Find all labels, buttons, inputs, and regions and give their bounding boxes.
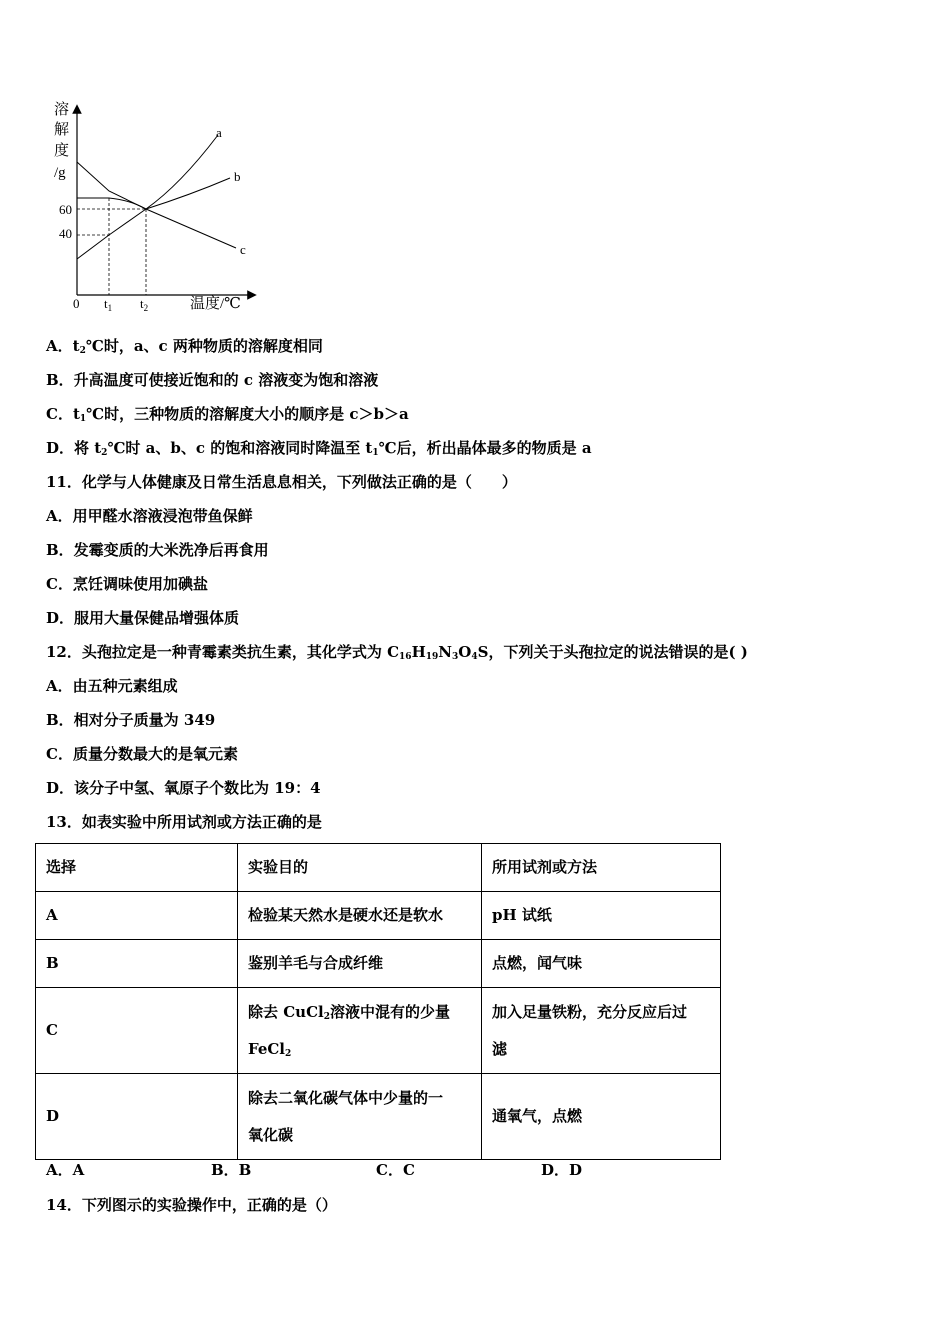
q11-option-a: A．用甲醛水溶液浸泡带鱼保鲜 xyxy=(46,507,253,525)
q12-option-b: B．相对分子质量为 349 xyxy=(46,711,216,729)
ylabel-char-2: 解 xyxy=(54,122,70,138)
x-tick-t2: $t_2$ xyxy=(140,296,149,313)
xlabel: 温度/℃ xyxy=(190,296,241,312)
table-cell: D xyxy=(36,1074,238,1160)
label-b: b xyxy=(234,169,241,184)
q13-choice-a: A．A xyxy=(46,1161,85,1179)
table-header-cell: 选择 xyxy=(36,844,238,892)
table-header-row xyxy=(36,844,721,892)
ylabel-char-1: 溶 xyxy=(54,102,70,118)
table-cell: 鉴别羊毛与合成纤维 xyxy=(238,940,482,988)
q10-option-b: B．升高温度可使接近饱和的 c 溶液变为饱和溶液 xyxy=(46,371,379,389)
ylabel-char-3: 度 xyxy=(54,143,70,159)
q10-option-a: A．$t_2℃$时，a、c 两种物质的溶解度相同 xyxy=(46,337,323,356)
q13-choice-d: D．D xyxy=(541,1161,583,1179)
q11-option-d: D．服用大量保健品增强体质 xyxy=(46,609,240,627)
ylabel-char-4: /g xyxy=(54,165,66,181)
table-cell: pH 试纸 xyxy=(482,892,721,940)
q12-option-c: C．质量分数最大的是氧元素 xyxy=(46,745,238,763)
curve-b-tail xyxy=(146,178,230,209)
table-cell: 检验某天然水是硬水还是软水 xyxy=(238,892,482,940)
q10-option-d: D．将 $t_2℃$时 a、b、c 的饱和溶液同时降温至 $t_1℃$后，析出晶体最多的物质是 a xyxy=(46,439,592,458)
solubility-chart xyxy=(40,95,270,320)
q10-option-c: C．$t_1℃$时，三种物质的溶解度大小的顺序是 c＞b＞a xyxy=(46,405,409,424)
curve-c xyxy=(77,162,236,248)
x-origin: 0 xyxy=(73,296,80,311)
experiment-table xyxy=(35,843,721,1160)
table-cell: 加入足量铁粉，充分反应后过 滤 xyxy=(482,988,721,1074)
y-tick-40: 40 xyxy=(59,226,72,241)
q14-stem: 14．下列图示的实验操作中，正确的是（） xyxy=(46,1196,337,1214)
q13-stem: 13．如表实验中所用试剂或方法正确的是 xyxy=(46,813,322,831)
q12-option-d: D．该分子中氢、氧原子个数比为 19：4 xyxy=(46,779,321,797)
label-c: c xyxy=(240,242,246,257)
q11-option-c: C．烹饪调味使用加碘盐 xyxy=(46,575,208,593)
q13-choice-c: C．C xyxy=(376,1161,415,1179)
q12-stem: 12．头孢拉定是一种青霉素类抗生素，其化学式为 $C_{16}H_{19}N_3O_4S$，下列关于头孢拉定的说法错误的是( ) xyxy=(46,643,748,662)
table-cell: 点燃，闻气味 xyxy=(482,940,721,988)
table-row xyxy=(36,892,721,940)
table-row xyxy=(36,940,721,988)
q13-choice-b: B．B xyxy=(211,1161,252,1179)
y-tick-60: 60 xyxy=(59,202,72,217)
table-cell: 除去 CuCl$_2$溶液中混有的少量 FeCl$_2$ xyxy=(238,988,482,1074)
curve-a xyxy=(77,135,218,259)
table-cell: 除去二氧化碳气体中少量的一 氧化碳 xyxy=(238,1074,482,1160)
q11-stem: 11．化学与人体健康及日常生活息息相关，下列做法正确的是（ ） xyxy=(46,473,517,491)
q12-option-a: A．由五种元素组成 xyxy=(46,677,178,695)
table-header-cell: 实验目的 xyxy=(238,844,482,892)
label-a: a xyxy=(216,125,222,140)
table-cell: B xyxy=(36,940,238,988)
q11-option-b: B．发霉变质的大米洗净后再食用 xyxy=(46,541,269,559)
x-tick-t1: $t_1$ xyxy=(104,296,113,313)
table-row xyxy=(36,988,721,1074)
table-cell: 通氧气，点燃 xyxy=(482,1074,721,1160)
table-header-cell: 所用试剂或方法 xyxy=(482,844,721,892)
table-cell: C xyxy=(36,988,238,1074)
table-cell: A xyxy=(36,892,238,940)
table-row xyxy=(36,1074,721,1160)
